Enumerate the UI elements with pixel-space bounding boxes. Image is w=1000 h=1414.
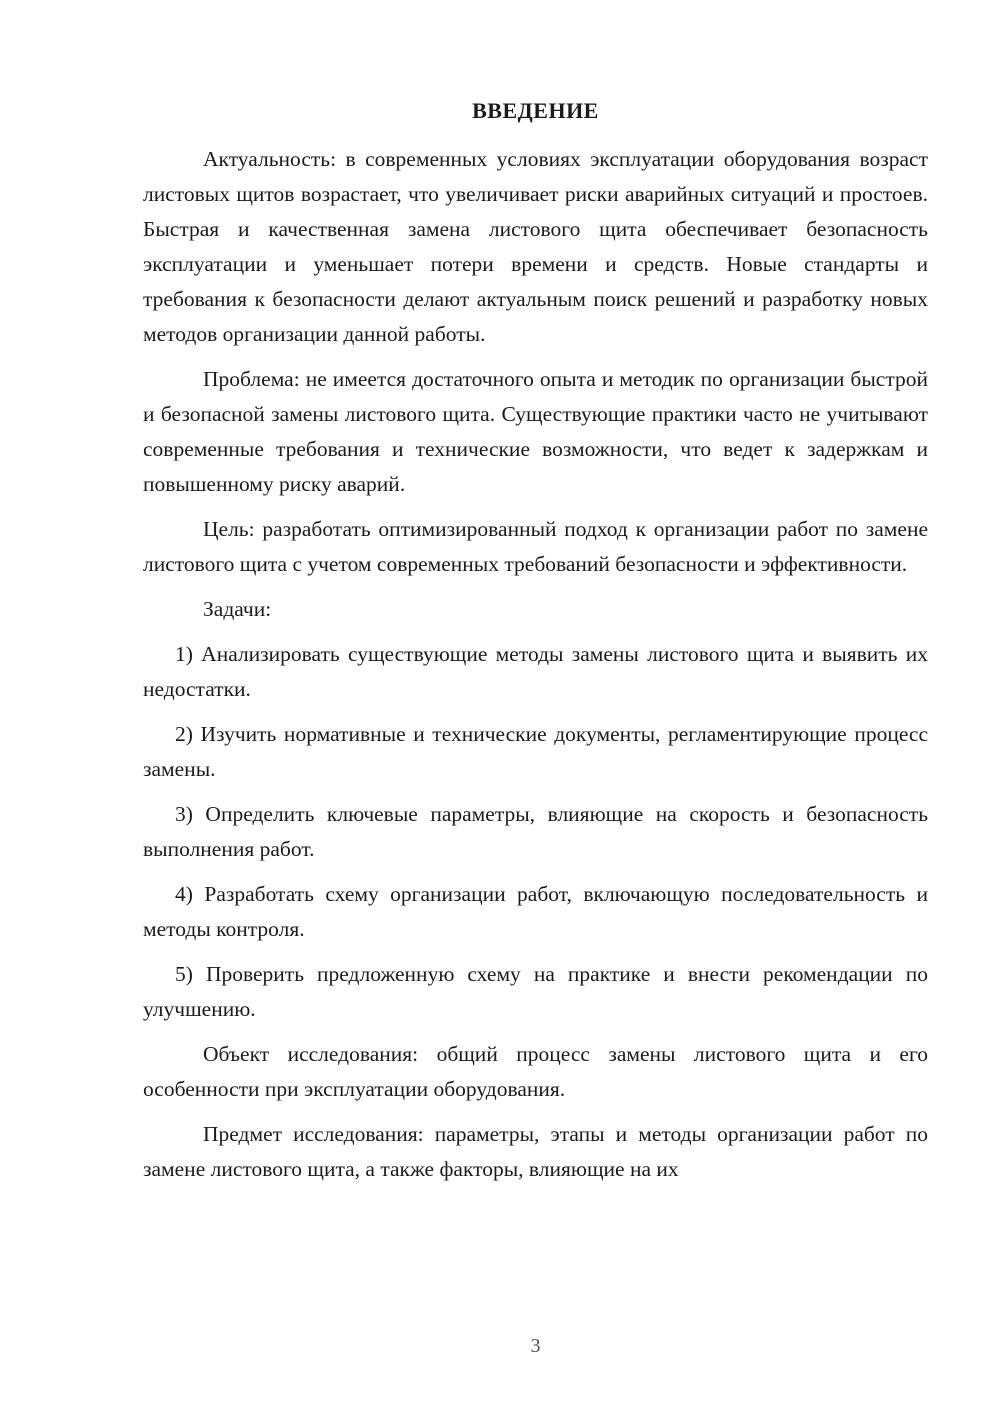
paragraph-subject: Предмет исследования: параметры, этапы и методы организации работ по замене листового щита, а также факторы, влияющие на их (143, 1122, 928, 1181)
paragraph-object: Объект исследования: общий процесс замены листового щита и его особенности при эксплуатации оборудования. (143, 1042, 928, 1101)
task-item-2: 2) Изучить нормативные и технические документы, регламентирующие процесс замены. (143, 722, 928, 781)
task-item-3: 3) Определить ключевые параметры, влияющие на скорость и безопасность выполнения работ. (143, 802, 928, 861)
paragraph-relevance: Актуальность: в современных условиях эксплуатации оборудования возраст листовых щитов возрастает, что увеличивает риски аварийных ситуаций и простоев. Быстрая и качественная замена листового щита обеспечивает безопасность эксплуатации и уменьшает потери времени и средств. Новые стандарты и требования к безопасности делают актуальным поиск решений и разработку новых методов организации данной работы. (143, 147, 928, 346)
section-heading: ВВЕДЕНИЕ (472, 98, 599, 123)
page-number: 3 (530, 1335, 541, 1357)
paragraph-tasks-label: Задачи: (203, 597, 272, 621)
paragraph-goal: Цель: разработать оптимизированный подход к организации работ по замене листового щита с учетом современных требований безопасности и эффективности. (143, 517, 928, 576)
paragraph-problem: Проблема: не имеется достаточного опыта и методик по организации быстрой и безопасной замены листового щита. Существующие практики часто не учитывают современные требования и технические возможности, что ведет к задержкам и повышенному риску аварий. (143, 367, 928, 496)
task-item-4: 4) Разработать схему организации работ, включающую последовательность и методы контроля. (143, 882, 928, 941)
task-item-1: 1) Анализировать существующие методы замены листового щита и выявить их недостатки. (143, 642, 928, 701)
task-item-5: 5) Проверить предложенную схему на практике и внести рекомендации по улучшению. (143, 962, 928, 1021)
document-body (143, 142, 928, 1197)
document-page (143, 0, 928, 1414)
